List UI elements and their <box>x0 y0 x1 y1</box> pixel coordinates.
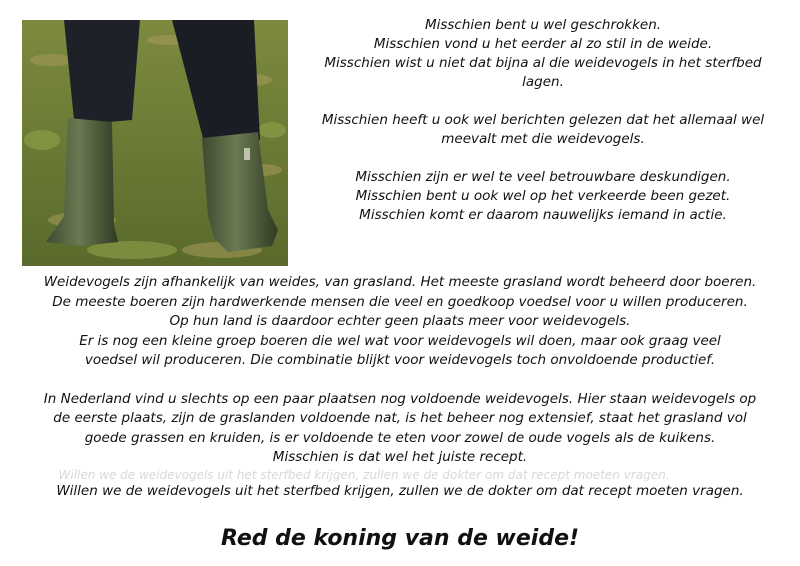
experts-line: Misschien komt er daarom nauwelijks iemand in actie. <box>359 207 727 223</box>
intro-line: lagen. <box>522 74 564 90</box>
boots-photo <box>22 20 288 266</box>
intro-line: Misschien bent u wel geschrokken. <box>424 17 662 33</box>
intro-line: Misschien wist u niet dat bijna al die weidevogels in het sterfbed <box>324 55 762 71</box>
intro-line: Misschien vond u het eerder al zo stil in de weide. <box>373 36 713 52</box>
closing-line: Willen we de weidevogels uit het sterfbed krijgen, zullen we de dokter om dat recept moeten vragen. <box>56 482 744 499</box>
news-line: Misschien heeft u ook wel berichten gelezen dat het allemaal wel <box>321 112 765 128</box>
farmers-line: Op hun land is daardoor echter geen plaats meer voor weidevogels. <box>169 313 631 329</box>
experts-line: Misschien zijn er wel te veel betrouwbare deskundigen. <box>355 169 731 185</box>
farmers-line: Weidevogels zijn afhankelijk van weides, van grasland. Het meeste grasland wordt beheerd door boeren. <box>43 274 757 290</box>
netherlands-line: goede grassen en kruiden, is er voldoende te eten voor zowel de oude vogels als de kuikens. <box>84 429 716 446</box>
netherlands-line: de eerste plaats, zijn de graslanden voldoende nat, is het beheer nog extensief, staat het grasland vol <box>53 410 747 426</box>
slogan-heading: Red de koning van de weide! <box>220 526 580 551</box>
news-line: meevalt met die weidevogels. <box>441 131 645 147</box>
main-text-block <box>14 273 786 501</box>
faded-duplicate-line: Willen we de weidevogels uit het sterfbed krijgen, zullen we de dokter om dat recept moeten vragen. <box>58 467 670 482</box>
farmers-line: De meeste boeren zijn hardwerkende mensen die veel en goedkoop voedsel voor u willen produceren. <box>52 293 748 310</box>
experts-line: Misschien bent u ook wel op het verkeerde been gezet. <box>355 188 731 204</box>
farmers-line: Er is nog een kleine groep boeren die wel wat voor weidevogels wil doen, maar ook graag veel <box>79 332 721 349</box>
netherlands-line: Misschien is dat wel het juiste recept. <box>272 449 528 465</box>
farmers-line: voedsel wil produceren. Die combinatie blijkt voor weidevogels toch onvoldoende productief. <box>84 352 716 368</box>
intro-text-block <box>300 16 786 225</box>
netherlands-line: In Nederland vind u slechts op een paar plaatsen nog voldoende weidevogels. Hier staan weidevogels op <box>43 390 757 407</box>
boots-photo-image <box>22 20 288 266</box>
